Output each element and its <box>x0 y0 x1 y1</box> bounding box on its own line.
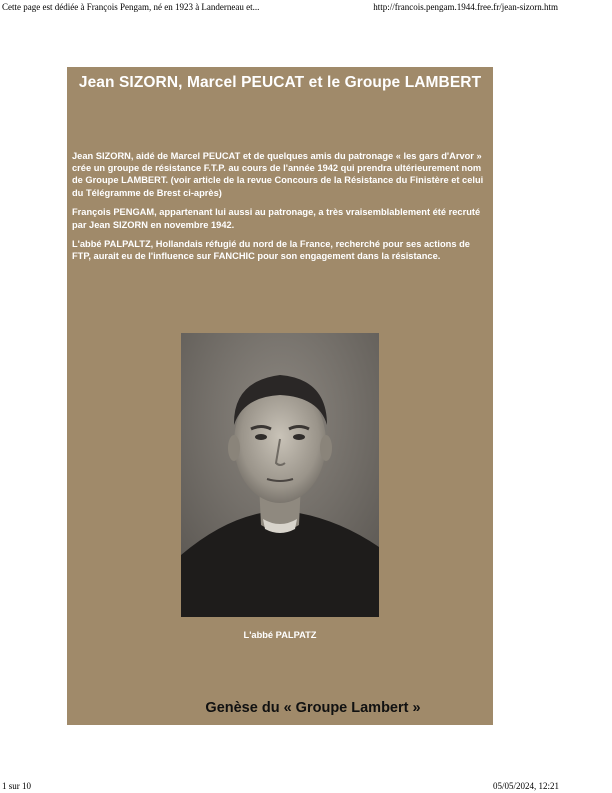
print-header-url: http://francois.pengam.1944.free.fr/jean-sizorn.htm <box>373 2 558 12</box>
page-count: 1 sur 10 <box>2 781 31 791</box>
print-header-page-title: Cette page est dédiée à François Pengam, né en 1923 à Landerneau et... <box>2 2 260 12</box>
paragraph-pengam: François PENGAM, appartenant lui aussi au patronage, a très vraisemblablement été recruté par Jean SIZORN en novembre 1942. <box>72 207 481 230</box>
paragraph-palpaltz: L'abbé PALPALTZ, Hollandais réfugié du nord de la France, recherché pour ses actions de FTP, aurait eu de l'influence sur FANCHIC pour son engagement dans la résistance. <box>72 239 470 262</box>
paragraph-sizorn: Jean SIZORN, aidé de Marcel PEUCAT et de quelques amis du patronage « les gars d'Arvor » crée un groupe de résistance F.T.P. au cours de l'année 1942 qui prendra ultérieurement nom de Groupe LAMBERT. (voir article de la revue Concours de la Résistance du Finistère et celui du Télégramme de Brest ci-après) <box>72 151 484 198</box>
content-panel <box>67 67 493 725</box>
section-heading: Genèse du « Groupe Lambert » <box>205 700 421 716</box>
photo-caption: L'abbé PALPATZ <box>243 630 317 640</box>
print-header <box>0 2 612 14</box>
print-timestamp: 05/05/2024, 12:21 <box>492 781 559 791</box>
page-title: Jean SIZORN, Marcel PEUCAT et le Groupe LAMBERT <box>78 74 482 91</box>
print-footer <box>0 781 612 793</box>
portrait-photo <box>181 333 379 617</box>
article-body <box>72 150 490 270</box>
